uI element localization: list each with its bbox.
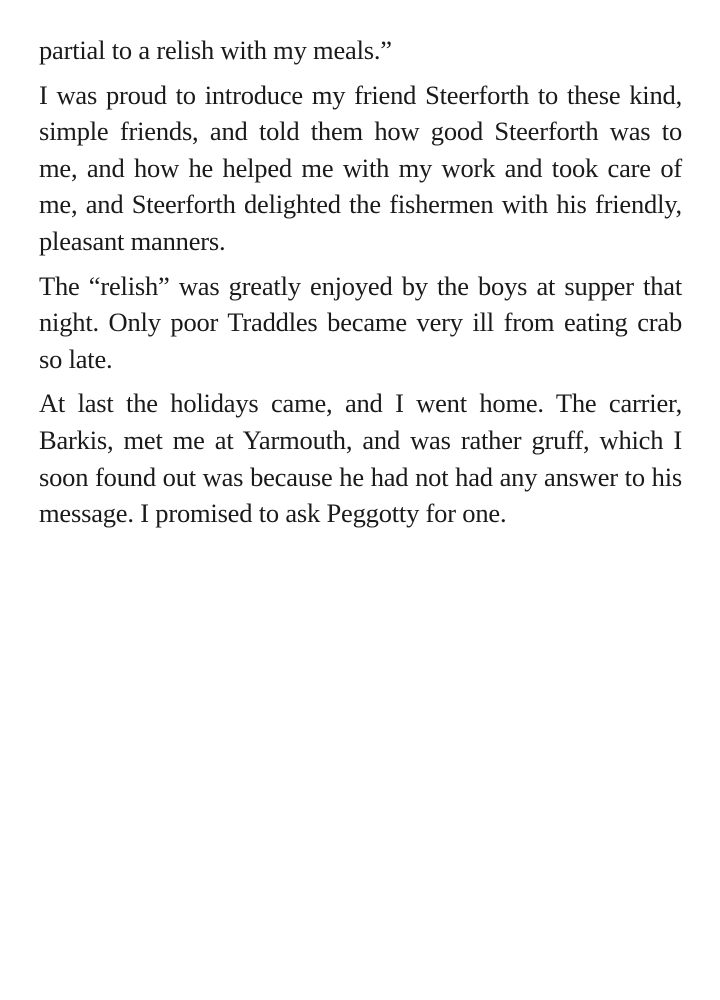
paragraph-continuation: partial to a relish with my meals.” bbox=[39, 35, 392, 65]
paragraph-steerforth: I was proud to introduce my friend Steerforth to these kind, simple friends, and told them how good Steerforth was to me, and how he helped me with my work and took care of me, and Steerforth delighted the fishermen with his friendly, pleasant manners. bbox=[39, 79, 682, 256]
paragraph-relish: The “relish” was greatly enjoyed by the boys at supper that night. Only poor Traddles became very ill from eating crab so late. bbox=[39, 270, 682, 374]
paragraph-holidays: At last the holidays came, and I went home. The carrier, Barkis, met me at Yarmouth, and was rather gruff, which I soon found out was because he had not had any answer to his message. I promised to ask Peggotty for one. bbox=[39, 388, 682, 529]
page-text bbox=[39, 32, 682, 540]
